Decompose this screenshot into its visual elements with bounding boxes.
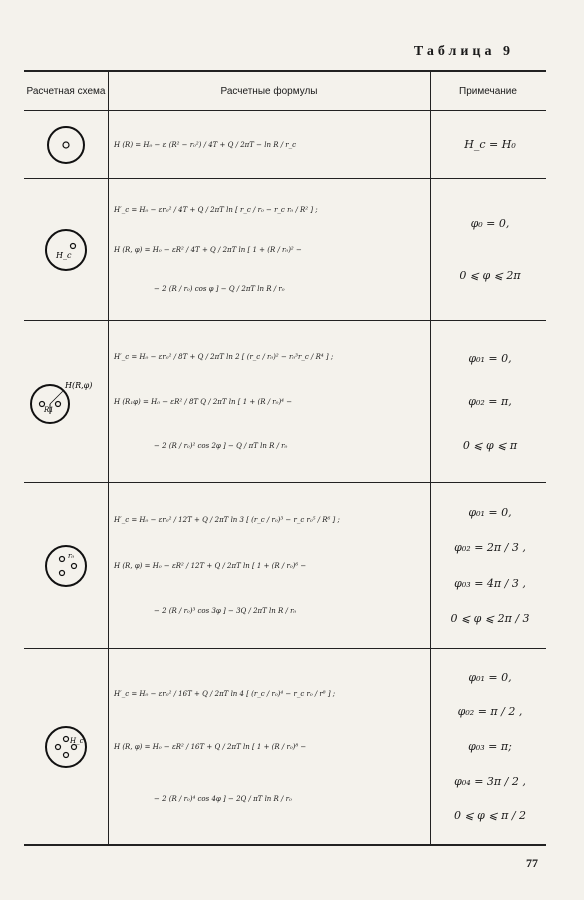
formula-table <box>24 70 546 846</box>
scheme-diagram-5 <box>24 649 108 844</box>
note-line: φ₀₂ = 2π / 3 , <box>454 541 526 555</box>
formula-line: − 2 (R / r₀)³ cos 3φ ] − 3Q / 2πT ln R / r₀ <box>154 606 297 615</box>
scheme-label: R1 <box>44 405 54 414</box>
note-line: φ₀₃ = π; <box>468 739 512 753</box>
note-line: φ₀₂ = π / 2 , <box>457 705 523 719</box>
formulas-row-5 <box>108 649 430 844</box>
scheme-diagram-4 <box>24 483 108 648</box>
note-line: φ₀₁ = 0, <box>468 351 512 365</box>
note-line: φ₀₁ = 0, <box>468 505 512 519</box>
note-line: 0 ⩽ φ ⩽ 2π <box>459 268 521 282</box>
notes-row-1 <box>434 111 546 178</box>
formulas-row-1 <box>108 111 430 178</box>
table-bottom-rule <box>24 844 546 846</box>
page-number: 77 <box>526 856 538 870</box>
header-notes: Примечание <box>459 85 517 97</box>
formula-line: H′_c = H₀ − εr₀² / 12T + Q / 2πT ln 3 [ (r_c / r₀)³ − r_c r₀⁵ / R⁶ ] ; <box>114 516 340 525</box>
scheme-label: H_c <box>56 250 72 260</box>
note-line: φ₀ = 0, <box>470 217 510 231</box>
single-well-circle-icon <box>41 225 91 275</box>
formula-line: H′_c = H₀ − εr₀² / 16T + Q / 2πT ln 4 [ (r_c / r₀)⁴ − r_c r₀ / r⁸ ] ; <box>114 689 336 698</box>
formula-line: H′_c = H₀ − εr₀² / 8T + Q / 2πT ln 2 [ (r_c / r₀)² − r₀³r_c / R⁴ ] ; <box>114 353 334 362</box>
note-line: φ₀₃ = 4π / 3 , <box>454 576 526 590</box>
scheme-diagram-3 <box>24 321 108 482</box>
note-line: H_c = H₀ <box>464 138 516 151</box>
formula-line: H (R) = H₀ − ε (R² − r₀²) / 4T + Q / 2πT − ln R / r_c <box>114 140 297 149</box>
formula-line: H (R, φ) = H₀ − εR² / 16T + Q / 2πT ln [ 1 + (R / r₀)⁸ − <box>114 742 307 751</box>
formulas-row-4 <box>108 483 430 648</box>
header-scheme: Расчетная схема <box>26 85 106 97</box>
well-circle-icon <box>43 122 89 168</box>
formula-line: H′_c = H₀ − εr₀² / 4T + Q / 2πT ln [ r_c / r₀ − r_c r₀ / R² ] ; <box>114 206 318 215</box>
column-rule <box>430 70 431 846</box>
note-line: 0 ⩽ φ ⩽ 2π / 3 <box>450 612 530 626</box>
note-line: 0 ⩽ φ ⩽ π / 2 <box>453 809 527 823</box>
formula-line: H (R, φ) = H₀ − εR² / 4T + Q / 2πT ln [ 1 + (R / r₀)² − <box>114 245 302 254</box>
formula-line: − 2 (R / r₀) cos φ ] − Q / 2πT ln R / r₀ <box>154 284 285 293</box>
scheme-diagram-1 <box>24 111 108 178</box>
note-line: 0 ⩽ φ ⩽ π <box>462 438 518 452</box>
formulas-row-3 <box>108 321 430 482</box>
scheme-label: H_c <box>70 736 84 745</box>
formula-line: − 2 (R / r₀)⁴ cos 4φ ] − 2Q / πT ln R / r₀ <box>154 795 292 804</box>
note-line: φ₀₂ = π, <box>468 395 512 408</box>
scheme-label: H(R,φ) <box>65 380 93 390</box>
four-well-circle-icon <box>41 722 91 772</box>
three-well-circle-icon <box>41 541 91 591</box>
scheme-diagram-2 <box>24 179 108 320</box>
table-caption: Таблица 9 <box>413 44 514 59</box>
notes-row-5 <box>434 649 546 844</box>
two-well-circle-icon <box>26 374 106 430</box>
formulas-row-2 <box>108 179 430 320</box>
formula-line: H (R, φ) = H₀ − εR² / 12T + Q / 2πT ln [ 1 + (R / r₀)⁶ − <box>114 561 307 570</box>
header-formulas: Расчетные формулы <box>220 85 318 97</box>
note-line: φ₀₄ = 3π / 2 , <box>454 774 526 788</box>
scheme-label: r₀ <box>68 551 75 560</box>
notes-row-2 <box>434 179 546 320</box>
note-line: φ₀₁ = 0, <box>468 670 512 684</box>
formula-line: H (R₁φ) = H₀ − εR² / 8T Q / 2πT ln [ 1 + (R / r₀)⁴ − <box>114 397 293 406</box>
notes-row-3 <box>434 321 546 482</box>
notes-row-4 <box>434 483 546 648</box>
formula-line: − 2 (R / r₀)² cos 2φ ] − Q / πT ln R / r₀ <box>154 441 288 450</box>
